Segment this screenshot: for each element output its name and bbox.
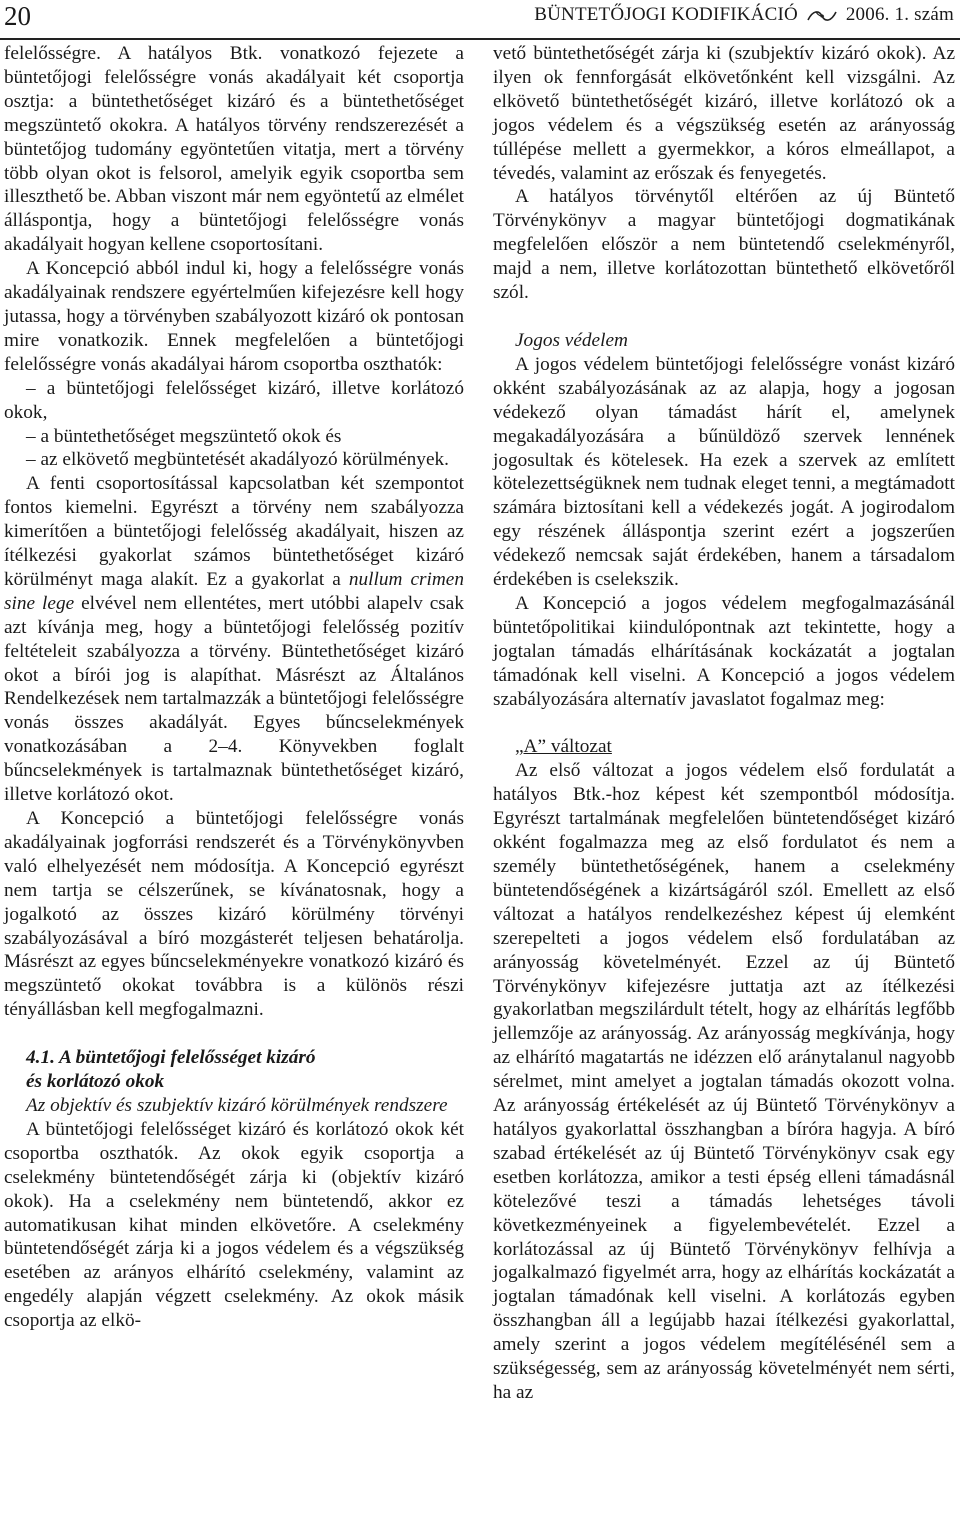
list-item: – az elkövető megbüntetését akadályozó körülmények. <box>26 449 449 471</box>
paragraph: vető büntethetőségét zárja ki (szubjektív kizáró okok). Az ilyen ok fennforgását elkövetőnként kell vizsgálni. Az elkövető büntethetőségét kizáró, illetve korlátozó ok a jogos védelem és a végszükség esetén az arányosság túllépése mellett a gyermekkor, a kóros elmeállapot, a tévedés, valamint az erőszak és fenyegetés. <box>493 43 955 184</box>
issue-label: 2006. 1. szám <box>845 4 954 25</box>
subsection-heading-jogos-vedelem: Jogos védelem <box>515 329 628 351</box>
paragraph: A Koncepció a büntetőjogi felelősségre vonás akadályainak jogforrási rendszerét és a Törvénykönyvben való elhelyezését nem módosítja. A Koncepció egyrészt nem tartja se célszerűnek, se kívánatosnak, hogy a jogalkotó az összes kizáró körülmény törvényi szabályozásával a bíró mozgásterét teljesen behatárolja. Másrészt az egyes bűncselekményekre vonatkozó kizáró és megszüntető okokat továbbra is a különös részi tényállásban kell megfogalmazni. <box>4 808 464 1021</box>
paragraph: Az első változat a jogos védelem első fordulatát a hatályos Btk.-hoz képest két szempontból módosítja. Egyrészt tartalmának megfelelően büntetendőséget kizáró okként fogalmazza meg az első fordulatot és nem a személy büntethetőségének, hanem a cselekmény büntetendőségének a kizártságáról szól. Emellett az első változat a hatályos rendelkezéshez képest új elemként szerepelteti a jogos védelem első fordulatában az arányosság követelményét. Ezzel az új Büntető Törvénykönyv kifejezésre juttatja azt az ítélkezési gyakorlatban megszilárdult tételt, hogy az elhárítás legfőbb jellemzője az arányosság. Az arányosság megkívánja, hogy az elhárító magatartás ne idézzen elő aránytalanul nagyobb sérelmet, mint amelyet a jogtalan támadás okozott volna. Az arányosság értékelését az új Büntető Törvénykönyv a hatályos gyakorlattal összhangban a bíróra hagyja. A bíró szabad értékelését az új Büntető Törvénykönyv csak egy esetben korlátozza, amikor a testi épség elleni támadásnál kötelezővé teszi a támadás lehetséges távoli következményeinek a figyelembevételét. Ezzel a korlátozással az új Büntető Törvénykönyv felhívja a jogalkalmazó figyelmét arra, hogy az elhárítás kockázatát a jogtalan támadónak kell viselni. A korlátozás egyben összhangban áll a legújabb hazai ítélkezési gyakorlattal, amely szerint a jogos védelem megítélésénél sem a szükségesség, sem az arányosság követelményét nem sérti, ha az <box>493 760 955 1403</box>
paragraph: A fenti csoportosítással kapcsolatban két szempontot fontos kiemelni. Egyrészt a törvény nem szabályozza kimerítően a büntetőjogi felelősség akadályait, hiszen az ítélkezési gyakorlat számos büntethetőséget kizáró körülményt maga alakít. Ez a gyakorlat a nullum crimen sine lege elvével nem ellentétes, mert utóbbi alapelv csak azt kívánja meg, hogy a büntetőjogi felelősség pozitív feltételeit szabályozza a törvény. Büntethetőséget kizáró okot a bírói jog is alapíthat. Másrészt az Általános Rendelkezések nem tartalmazzák a büntetőjogi felelősségre vonás összes akadályát. Egyes bűncselekmények vonatkozásában a 2–4. Könyvekben foglalt bűncselekmények is tartalmaznak büntethetőséget kizáró, illetve korlátozó okot. <box>4 473 465 806</box>
journal-title: BÜNTETŐJOGI KODIFIKÁCIÓ <box>534 4 798 25</box>
paragraph: A jogos védelem büntetőjogi felelősségre vonást kizáró okként szabályozásának az az alapja, hogy a jogosan védekező olyan támadást hárít el, amelynek megakadályozására a bűnüldöző szervek lennének jogosultak és kötelesek. Ha ezek a szervek az említett kötelezettségüknek nem tudnak eleget tenni, a megtámadott számára biztosítani kell a védekezés jogát. A jogirodalom egy részének álláspontja szerint ezért a jogszerűen védekező nemcsak saját érdekében, hanem a társadalom érdekében is cselekszik. <box>493 353 955 591</box>
list-item: – a büntetőjogi felelősséget kizáró, illetve korlátozó okok, <box>4 377 464 423</box>
section-heading: 4.1. A büntetőjogi felelősséget kizáró és korlátozó okok <box>26 1047 316 1093</box>
section-subheading: Az objektív és szubjektív kizáró körülmények rendszere <box>26 1094 448 1116</box>
paragraph: A Koncepció abból indul ki, hogy a felelősségre vonás akadályainak rendszere egyértelműen kifejezésre kell hogy jutassa, hogy a törvényben szabályozott kizáró ok pontosan mire vonatkozik. Ennek megfelelően a büntetőjogi felelősségre vonás akadályai három csoportba oszthatók: <box>4 258 464 375</box>
latin-phrase: nullum crimen sine lege <box>4 568 465 614</box>
variant-heading: „A” változat <box>515 736 612 758</box>
running-head <box>534 4 954 26</box>
left-column <box>4 42 464 1333</box>
fleuron-ornament-icon <box>807 8 837 24</box>
paragraph: felelősségre. A hatályos Btk. vonatkozó fejezete a büntetőjogi felelősségre vonás akadályait két csoportja osztja: a büntethetőséget kizáró és a büntethetőséget megszüntető okokra. A hatályos törvény rendszerezését a büntetőjog tudomány egyöntetűen vitatja, mert a törvény több olyan okot is felsorol, amelyik egyik csoportba sem illeszthető be. Abban viszont már nem egyöntetű az elmélet álláspontja, hogy a büntetőjogi felelősségre vonás akadályait hogyan kellene csoportosítani. <box>4 43 464 256</box>
page-number: 20 <box>4 1 31 31</box>
list-item: – a büntethetőséget megszüntető okok és <box>26 425 342 447</box>
right-column <box>493 42 955 1405</box>
paragraph: A Koncepció a jogos védelem megfogalmazásánál büntetőpolitikai kiindulópontnak azt tekintette, hogy a jogtalan támadás elhárításának kockázatát a jogtalan támadónak kell viselni. A Koncepció a jogos védelem szabályozására alternatív javaslatot fogalmaz meg: <box>493 592 955 710</box>
page-header <box>0 0 960 40</box>
paragraph: A hatályos törvénytől eltérően az új Büntető Törvénykönyv a magyar büntetőjogi dogmatikának megfelelően először a nem büntetendő cselekményről, majd a nem, illetve korlátozottan büntethető elkövetőről szól. <box>493 186 955 304</box>
paragraph: A büntetőjogi felelősséget kizáró és korlátozó okok két csoportba oszthatók. Az okok egyik csoportja a cselekmény büntetendőségét zárja ki (objektív kizáró okok). Ha a cselekmény nem büntetendő, akkor ez automatikusan kihat minden elkövetőre. A cselekmény büntetendőségét zárja ki a jogos védelem és a végszükség esetében az arányos elhárító cselekmény, valamint az engedély alapján végzett cselekmény. Az okok másik csoportja az elkö- <box>4 1118 464 1332</box>
